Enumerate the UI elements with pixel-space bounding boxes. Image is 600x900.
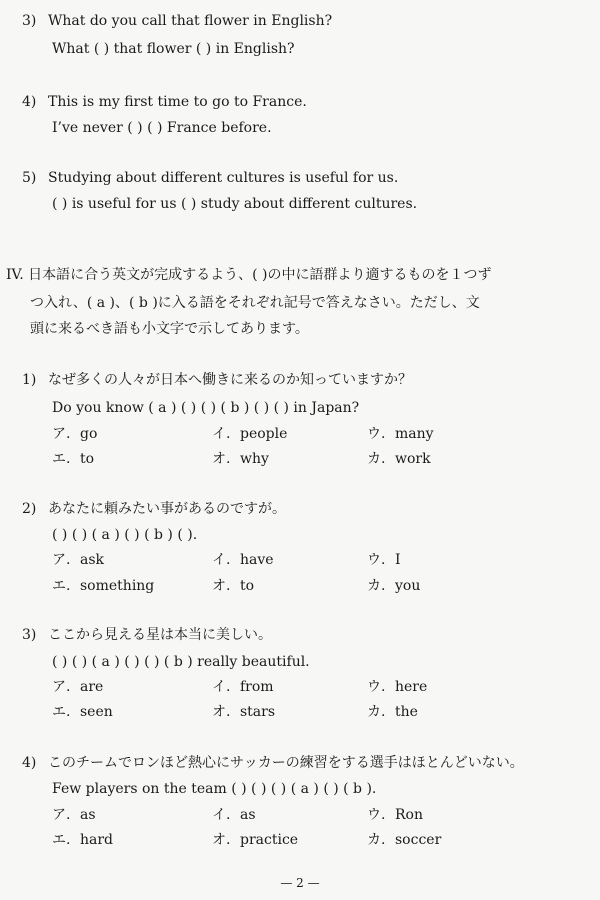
iv-q3-japanese: 3) ここから見える星は本当に美しい。 <box>22 627 272 643</box>
section-iv-heading-3: 頭に来るべき語も小文字で示してあります。 <box>30 321 309 337</box>
iv-q4-japanese: 4) このチームでロンほど熱心にサッカーの練習をする選手はほとんどいない。 <box>22 755 524 771</box>
choice-e: エ. seen <box>52 704 113 720</box>
choice-o: オ. stars <box>212 704 276 720</box>
choice-o: オ. to <box>212 578 255 594</box>
choice-o: オ. practice <box>212 832 299 848</box>
section-iv-heading-2: つ入れ、( a )、( b )に入る語をそれぞれ記号で答えなさい。ただし、文 <box>30 295 480 311</box>
q5-answer: ( ) is useful for us ( ) study about different cultures. <box>52 196 418 212</box>
choice-i: イ. have <box>212 552 274 568</box>
choice-u: ウ. I <box>367 552 401 568</box>
choice-ka: カ. you <box>367 578 421 594</box>
choice-a: ア. as <box>52 807 96 823</box>
q5-prompt: 5) Studying about different cultures is useful for us. <box>22 170 399 186</box>
choice-ka: カ. soccer <box>367 832 442 848</box>
iv-q4-english: Few players on the team ( ) ( ) ( ) ( a ) ( ) ( b ). <box>52 781 377 797</box>
choice-i: イ. people <box>212 426 288 442</box>
choice-e: エ. hard <box>52 832 114 848</box>
iv-q2-english: ( ) ( ) ( a ) ( ) ( b ) ( ). <box>52 527 198 543</box>
page-number: — 2 — <box>280 876 320 890</box>
choice-a: ア. are <box>52 679 104 695</box>
iv-q1-english: Do you know ( a ) ( ) ( ) ( b ) ( ) ( ) in Japan? <box>52 400 360 416</box>
choice-i: イ. as <box>212 807 256 823</box>
q3-prompt: 3) What do you call that flower in English? <box>22 13 333 29</box>
q3-answer: What ( ) that flower ( ) in English? <box>52 41 295 57</box>
choice-u: ウ. here <box>367 679 428 695</box>
iv-q1-japanese: 1) なぜ多くの人々が日本へ働きに来るのか知っていますか？ <box>22 372 412 388</box>
choice-a: ア. go <box>52 426 98 442</box>
choice-u: ウ. many <box>367 426 434 442</box>
choice-e: エ. something <box>52 578 155 594</box>
choice-i: イ. from <box>212 679 274 695</box>
iv-q2-japanese: 2) あなたに頼みたい事があるのですが。 <box>22 501 286 517</box>
q4-answer: I’ve never ( ) ( ) France before. <box>52 120 272 136</box>
q4-prompt: 4) This is my first time to go to France. <box>22 94 307 110</box>
choice-ka: カ. the <box>367 704 418 720</box>
choice-a: ア. ask <box>52 552 105 568</box>
iv-q3-english: ( ) ( ) ( a ) ( ) ( ) ( b ) really beautiful. <box>52 654 310 670</box>
choice-ka: カ. work <box>367 451 431 467</box>
choice-e: エ. to <box>52 451 95 467</box>
choice-u: ウ. Ron <box>367 807 423 823</box>
choice-o: オ. why <box>212 451 269 467</box>
section-iv-heading: IV. 日本語に合う英文が完成するよう、( )の中に語群より適するものを１つず <box>6 267 492 283</box>
